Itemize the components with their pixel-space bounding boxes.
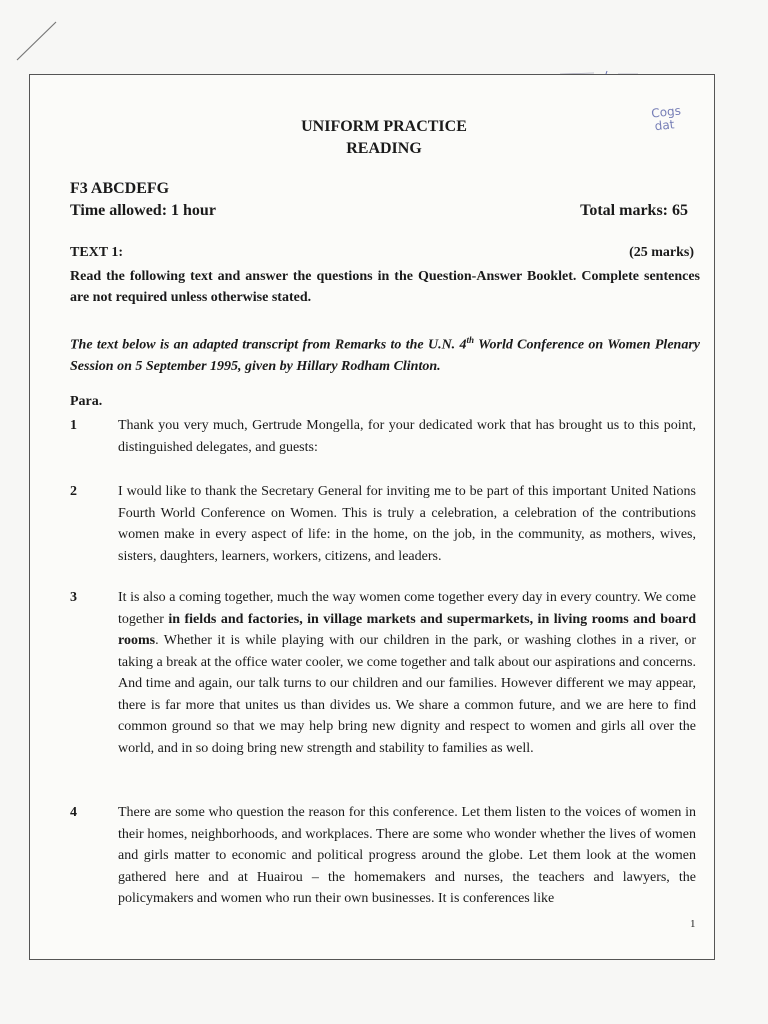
paragraph-text: There are some who question the reason for this conference. Let them listen to the voices of women in their homes, neighborhoods, and workplaces. There are some who wonder whether the lives of women and girls matter to economic and political progress around the globe. Let them look at the women gathered here and at Huairou – the homemakers and nurses, the teachers and lawyers, the policymakers and women who run their own businesses. It is conferences like — [118, 805, 696, 906]
handwritten-note-line1: Cogs — [650, 103, 682, 121]
paragraph-text — [118, 587, 696, 759]
page-title — [0, 116, 768, 160]
instructions: Read the following text and answer the questions in the Question-Answer Booklet. Complete sentences are not required unless otherwise stated. — [70, 269, 700, 305]
time-allowed: Time allowed: 1 hour — [70, 202, 216, 219]
paragraph-number: 4 — [70, 805, 77, 820]
intro-part-1: The text below is an adapted transcript from Remarks to the U.N. 4 — [70, 337, 467, 353]
intro-part-2: World Conference on Women Plenary Session on 5 September 1995, given by Hillary Rodham Clinton. — [70, 337, 700, 374]
title-line-1: UNIFORM PRACTICE — [301, 118, 467, 135]
paragraph-number: 3 — [70, 590, 77, 605]
para-column-label: Para. — [70, 394, 103, 409]
section-heading: TEXT 1: — [70, 245, 124, 260]
paragraph-text-part: It is also a coming together, much the way women come together every day in every country. We come together — [118, 590, 696, 627]
class-code: F3 ABCDEFG — [70, 180, 170, 197]
paragraph-text-part: . Whether it is while playing with our children in the park, or washing clothes in a river, or taking a break at the office water cooler, we come together and talk about our aspirations and concerns. And time and again, our talk turns to our children and our families. However different we may appear, there is far more that unites us than divides us. We share a common future, and we are here to find common ground so that we may help bring new dignity and respect to women and girls all over the world, and in so doing bring new strength and stability to families as well. — [118, 633, 697, 756]
intro-superscript: th — [466, 335, 475, 345]
paragraph-bold-phrase: in fields and factories, in village markets and supermarkets, in living rooms and board rooms — [118, 611, 696, 648]
section-marks: (25 marks) — [629, 245, 694, 260]
total-marks: Total marks: 65 — [580, 202, 688, 219]
page-number: 1 — [690, 918, 696, 930]
paragraph-number: 1 — [70, 418, 77, 433]
pencil-mark — [12, 18, 62, 64]
paragraph-text: I would like to thank the Secretary General for inviting me to be part of this important United Nations Fourth World Conference on Women. This is truly a celebration, a celebration of the contributions women make in every aspect of life: in the home, on the job, in the community, as mothers, wives, sisters, daughters, learners, workers, citizens, and leaders. — [118, 484, 696, 564]
handwritten-note-line2: dat — [653, 117, 676, 134]
paragraph-text: Thank you very much, Gertrude Mongella, for your dedicated work that has brought us to this point, distinguished delegates, and guests: — [118, 418, 696, 455]
title-line-2: READING — [346, 140, 422, 157]
intro-text — [70, 330, 700, 377]
paragraph-number: 2 — [70, 484, 77, 499]
